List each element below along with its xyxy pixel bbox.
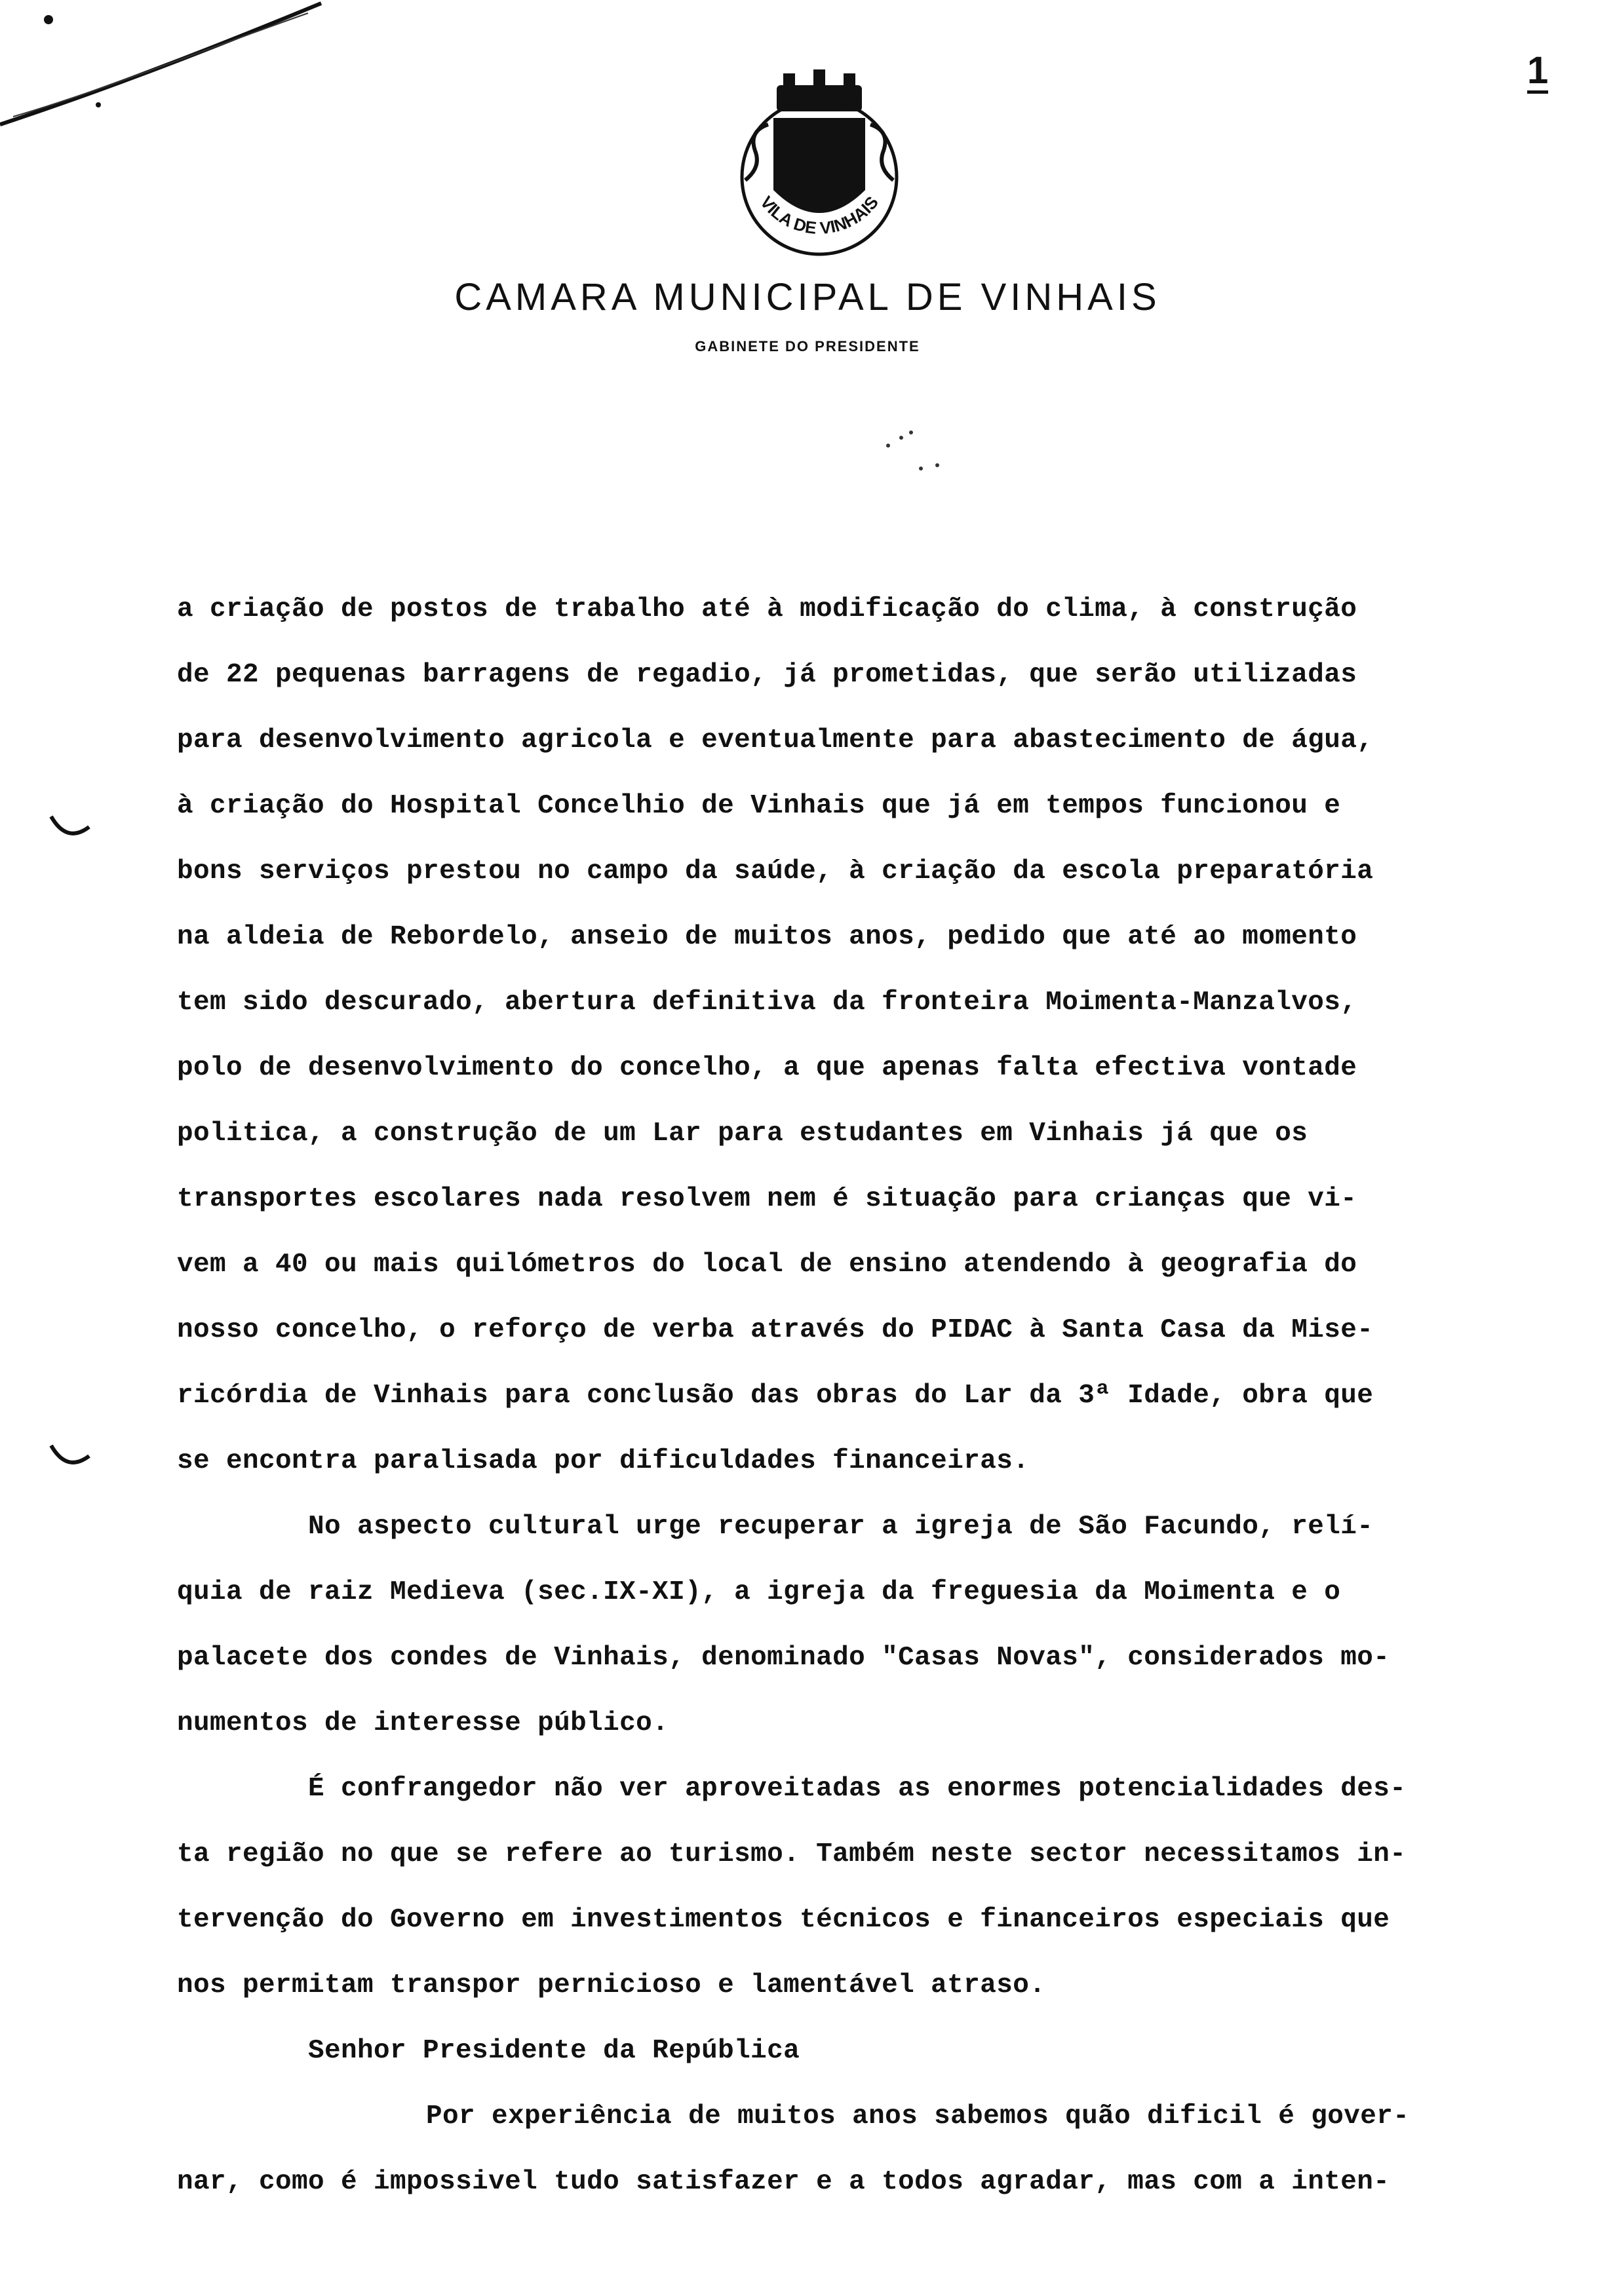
body-line: palacete dos condes de Vinhais, denominado "Casas Novas", considerados mo- [177, 1643, 1390, 1673]
body-line: à criação do Hospital Concelhio de Vinhais que já em tempos funcionou e [177, 791, 1341, 821]
body-line: para desenvolvimento agricola e eventualmente para abastecimento de água, [177, 725, 1374, 756]
scan-specks [865, 419, 944, 485]
pen-stroke-mark [0, 0, 367, 151]
body-line: polo de desenvolvimento do concelho, a que apenas falta efectiva vontade [177, 1053, 1357, 1083]
body-line: nar, como é impossivel tudo satisfazer e a todos agradar, mas com a inten- [177, 2167, 1390, 2197]
body-line: tervenção do Governo em investimentos técnicos e financeiros especiais que [177, 1905, 1390, 1935]
punch-hole-mark [47, 1442, 93, 1468]
body-line: se encontra paralisada por dificuldades financeiras. [177, 1446, 1030, 1476]
body-line: No aspecto cultural urge recuperar a igreja de São Facundo, relí- [308, 1512, 1374, 1542]
body-line: na aldeia de Rebordelo, anseio de muitos anos, pedido que até ao momento [177, 922, 1357, 952]
body-line: tem sido descurado, abertura definitiva da fronteira Moimenta-Manzalvos, [177, 987, 1357, 1018]
body-line: bons serviços prestou no campo da saúde, à criação da escola preparatória [177, 856, 1374, 887]
body-line: vem a 40 ou mais quilómetros do local de ensino atendendo à geografia do [177, 1250, 1357, 1280]
municipal-crest-icon [721, 66, 918, 275]
body-line: nosso concelho, o reforço de verba através do PIDAC à Santa Casa da Mise- [177, 1315, 1374, 1345]
department-name: GABINETE DO PRESIDENTE [695, 338, 920, 354]
body-line: de 22 pequenas barragens de regadio, já prometidas, que serão utilizadas [177, 660, 1357, 690]
body-line: ta região no que se refere ao turismo. Também neste sector necessitamos in- [177, 1839, 1407, 1869]
body-line: a criação de postos de trabalho até à modificação do clima, à construção [177, 594, 1357, 624]
salutation: Senhor Presidente da República [308, 2036, 800, 2066]
body-line: nos permitam transpor pernicioso e lamentável atraso. [177, 1970, 1046, 2000]
page-number: 1 [1527, 51, 1548, 94]
body-line: numentos de interesse público. [177, 1708, 669, 1738]
body-line: politica, a construção de um Lar para estudantes em Vinhais já que os [177, 1119, 1308, 1149]
crest-motto: VILA DE VINHAIS [756, 192, 883, 239]
body-line: transportes escolares nada resolvem nem é situação para crianças que vi- [177, 1184, 1357, 1214]
punch-hole-mark [47, 813, 93, 839]
body-line: quia de raiz Medieva (sec.IX-XI), a igreja da freguesia da Moimenta e o [177, 1577, 1341, 1607]
body-line: É confrangedor não ver aproveitadas as enormes potencialidades des- [308, 1774, 1407, 1804]
body-line: ricórdia de Vinhais para conclusão das obras do Lar da 3ª Idade, obra que [177, 1381, 1374, 1411]
letter-body [177, 577, 1494, 2215]
body-line: Por experiência de muitos anos sabemos quão dificil é gover- [426, 2101, 1410, 2132]
organization-name: CAMARA MUNICIPAL DE VINHAIS [454, 276, 1161, 318]
